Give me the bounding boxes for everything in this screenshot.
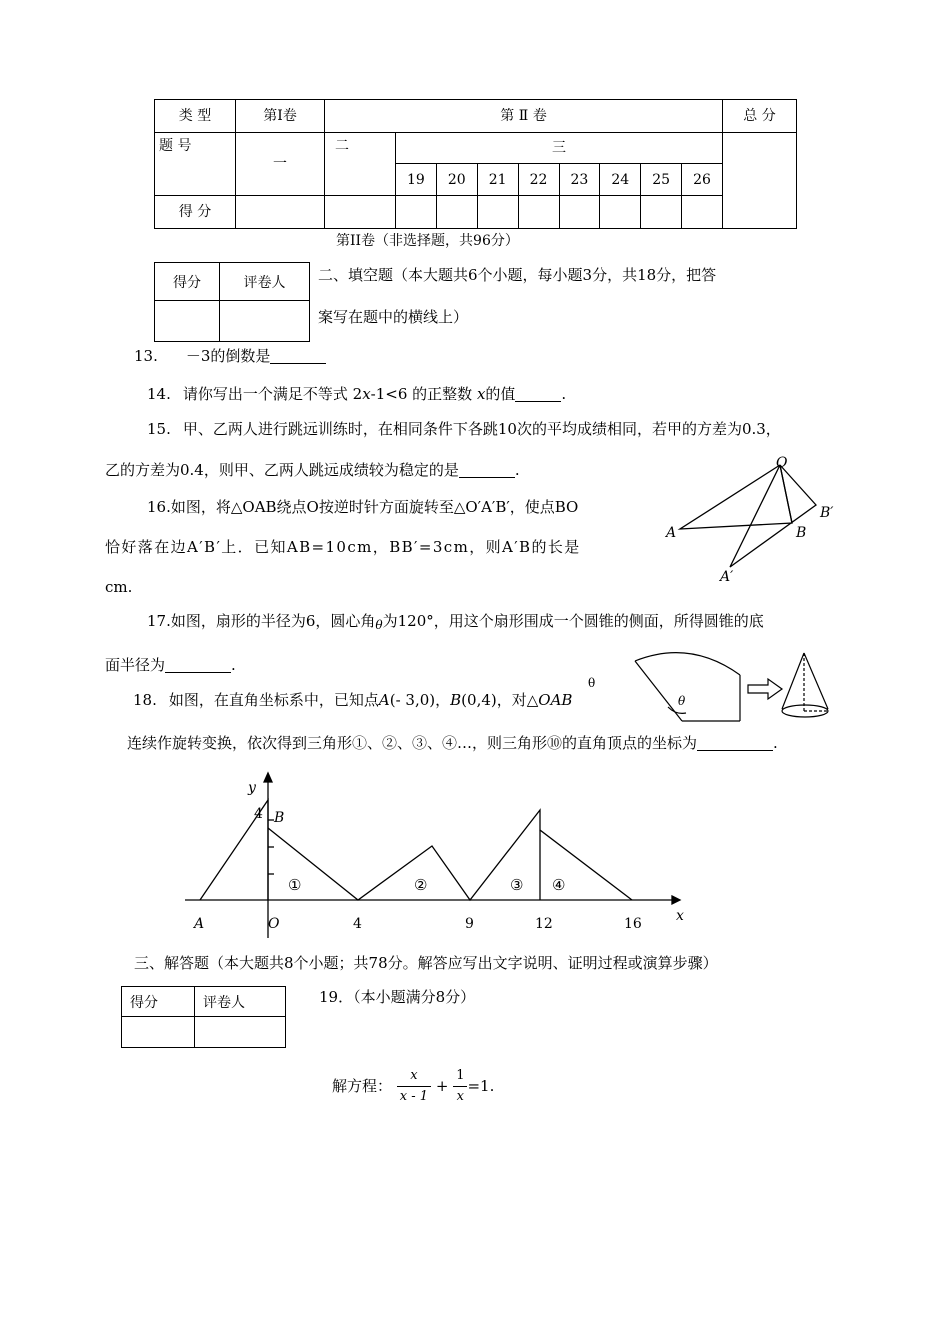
part1-header: 第Ⅰ卷: [236, 100, 325, 133]
qnum-22: 22: [518, 164, 559, 196]
q19-header: 19．（本小题满分8分）: [319, 988, 476, 1006]
q15-end: .: [514, 461, 520, 479]
x-label: x: [676, 908, 684, 924]
grader-name-cell: [220, 301, 310, 342]
q17-number: 17.: [147, 612, 171, 630]
score-cell-1: [236, 196, 325, 229]
q18-answer-blank[interactable]: [697, 750, 773, 751]
q15-number: 15.: [147, 420, 171, 438]
a-label: A: [194, 916, 205, 932]
sector-theta: θ: [678, 694, 686, 708]
total-header: 总 分: [723, 100, 797, 133]
q16-line1: 如图，将△OAB绕点O按逆时针方面旋转至△O′A′B′，使点BO: [170, 498, 579, 516]
rotated-triangles-path: [268, 810, 632, 900]
q19-eq: =1: [467, 1077, 490, 1096]
q18-line2: 连续作旋转变换，依次得到三角形①、②、③、④…，则三角形⑩的直角顶点的坐标为: [127, 734, 698, 752]
q15-line2: 乙的方差为0.4，则甲、乙两人跳远成绩较为稳定的是: [105, 461, 459, 479]
question-17-line1: [147, 614, 764, 631]
score-cell-21: [477, 196, 518, 229]
score-cell-2: [325, 196, 396, 229]
q18-number: 18.: [133, 691, 157, 709]
q15-answer-blank[interactable]: [459, 477, 515, 478]
q19-end: .: [489, 1077, 495, 1096]
grader-score-cell: [155, 301, 220, 342]
question-no-label: 题 号: [155, 133, 236, 196]
cone-left-edge: [782, 653, 804, 709]
col-three: 三: [396, 133, 723, 164]
score-label: 得 分: [155, 196, 236, 229]
q14-text-c: 的值: [485, 385, 516, 403]
question-16-line1: [147, 500, 578, 515]
tick-4: 4: [353, 916, 362, 932]
q14-number: 14.: [147, 385, 171, 403]
q14-text-a: 请你写出一个满足不等式 2: [182, 385, 363, 403]
qnum-23: 23: [559, 164, 600, 196]
question-15-line2: [105, 463, 520, 478]
q18-line1-a: 如图，在直角坐标系中，已知点: [168, 691, 379, 709]
q18-tri-name: OAB: [538, 691, 573, 709]
q18-point-b: B: [450, 691, 462, 709]
question-15-line1: [147, 422, 781, 437]
section-header: 第II卷（非选择题，共96分）: [336, 233, 519, 249]
q17-end: .: [231, 656, 236, 674]
q19-equation: [332, 1068, 494, 1104]
label-a-prime: A′: [720, 569, 734, 585]
q13-answer-blank[interactable]: [270, 363, 326, 364]
rotation-figure: [660, 455, 850, 590]
qnum-21: 21: [477, 164, 518, 196]
q19-f2-den: x: [456, 1088, 465, 1104]
qnum-25: 25: [641, 164, 682, 196]
part2-header: 第 Ⅱ 卷: [325, 100, 723, 133]
grader2-name-cell: [195, 1017, 286, 1048]
grader-name-label: 评卷人: [220, 263, 310, 301]
question-13: [134, 349, 326, 364]
q13-text: －3的倒数是: [185, 347, 271, 365]
question-16-line3: cm.: [105, 578, 133, 596]
q19-fraction-2: [453, 1068, 467, 1104]
q15-line1: 甲、乙两人进行跳远训练时，在相同条件下各跳10次的平均成绩相同，若甲的方差为0.3，: [182, 420, 781, 438]
solve-section-title: 三、解答题（本大题共8个小题；共78分。解答应写出文字说明、证明过程或演算步骤）: [134, 954, 718, 972]
score-cell-22: [518, 196, 559, 229]
circled-2: ②: [414, 876, 428, 894]
question-17-line2: [105, 658, 236, 673]
grader2-score-cell: [122, 1017, 195, 1048]
q19-label: 解方程：: [332, 1077, 393, 1096]
arrow-right-icon: [748, 679, 782, 699]
q19-f2-num: 1: [453, 1068, 467, 1087]
q19-f1-den: x - 1: [399, 1088, 429, 1104]
q13-number: 13.: [134, 347, 158, 365]
tick-9: 9: [465, 916, 474, 932]
q18-point-a: A: [378, 691, 390, 709]
tick-12: 12: [535, 916, 553, 932]
score-cell-20: [436, 196, 477, 229]
question-18-line2: [127, 736, 778, 751]
sector-outer-arc: [635, 653, 740, 675]
question-16-line2: 恰好落在边A′B′上．已知AB=10cm，BB′=3cm，则A′B的长是: [105, 538, 581, 556]
question-18-line1: [133, 693, 572, 708]
q19-plus: +: [435, 1077, 449, 1096]
q18-sep: ，: [435, 691, 451, 709]
triangle-oa-b-prime: [730, 465, 816, 567]
q17-answer-blank[interactable]: [165, 672, 231, 673]
b-label: B: [274, 810, 285, 826]
qnum-20: 20: [436, 164, 477, 196]
score-table: [154, 99, 797, 229]
q18-point-a-coords: (- 3,0): [389, 691, 436, 709]
score-cell-23: [559, 196, 600, 229]
tick-16: 16: [624, 916, 642, 932]
circled-1: ①: [288, 876, 302, 894]
grader-score-label: 得分: [155, 263, 220, 301]
q18-theta-above: θ: [588, 676, 596, 690]
q17-theta: θ: [375, 618, 383, 632]
grader2-name-label: 评卷人: [195, 987, 286, 1017]
o-label: O: [268, 916, 280, 932]
q14-answer-blank[interactable]: [515, 401, 561, 402]
q17-line2: 面半径为: [105, 656, 166, 674]
circled-3: ③: [510, 876, 524, 894]
score-cell-26: [682, 196, 723, 229]
col-two: 二: [325, 133, 396, 196]
q18-point-b-coords: (0,4): [461, 691, 497, 709]
q19-fraction-1: [397, 1068, 431, 1104]
y-axis-arrow: [264, 773, 272, 782]
grader-box-1: [154, 262, 310, 342]
score-cell-25: [641, 196, 682, 229]
type-label: 类 型: [155, 100, 236, 133]
grader-box-2: [121, 986, 286, 1048]
axis-figure: [180, 770, 700, 945]
score-cell-19: [396, 196, 437, 229]
question-14: [147, 387, 566, 402]
score-cell-24: [600, 196, 641, 229]
q14-var-x: x: [362, 385, 371, 403]
q17-line1-b: 为120°，用这个扇形围成一个圆锥的侧面，所得圆锥的底: [382, 612, 764, 630]
qnum-19: 19: [396, 164, 437, 196]
q19-f1-num: x: [397, 1068, 431, 1087]
q14-end: .: [561, 385, 567, 403]
qnum-24: 24: [600, 164, 641, 196]
y-label: y: [248, 780, 256, 796]
q14-var-x-2: x: [476, 385, 486, 403]
fill-title-line2: 案写在题中的横线上）: [318, 308, 469, 326]
label-b: B: [796, 525, 807, 541]
qnum-26: 26: [682, 164, 723, 196]
x-axis-arrow: [672, 896, 680, 904]
q14-text-b: -1<6 的正整数: [370, 385, 473, 403]
label-o: O: [776, 455, 788, 471]
q17-line1-a: 如图，扇形的半径为6，圆心角: [170, 612, 376, 630]
col-one: 一: [236, 133, 325, 196]
fill-title-line1: 二、填空题（本大题共6个小题，每小题3分，共18分，把答: [318, 266, 717, 284]
q18-line1-b: ，对△: [496, 691, 539, 709]
total-cell: [723, 133, 797, 229]
y4-label: 4: [254, 806, 263, 822]
label-a: A: [666, 525, 677, 541]
sector-cone-figure: [630, 645, 840, 730]
grader2-score-label: 得分: [122, 987, 195, 1017]
q18-end: .: [773, 734, 778, 752]
segment-ob: [780, 465, 792, 523]
q16-number: 16.: [147, 498, 171, 516]
circled-4: ④: [552, 876, 566, 894]
cone-right-edge: [804, 653, 828, 709]
label-b-prime: B′: [820, 505, 834, 521]
